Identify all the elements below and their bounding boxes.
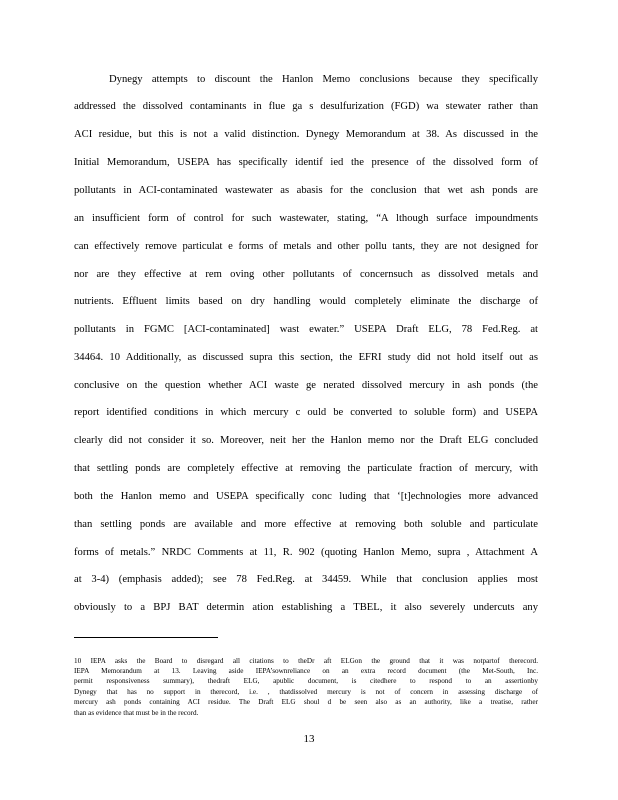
page-number: 13 [303,733,315,745]
body-line-3: ACI residue, but this is not a valid distinction. Dynegy Memorandum at 38. As discussed in the [74,129,538,140]
body-line-12: conclusive on the question whether ACI waste ge nerated dissolved mercury in ash ponds (the [74,380,538,391]
body-line-15: that settling ponds are completely effective at removing the particulate fraction of mercury, with [74,463,538,474]
footnote-line-3: permit responsiveness summary), thedraft ELG, apublic document, is citedhere to respond to an assertionby [74,677,538,685]
body-line-6: an insufficient form of control for such wastewater, stating, “A lthough surface impoundments [74,213,538,224]
body-line-8: nor are they effective at rem oving other pollutants of concernsuch as dissolved metals and [74,269,538,280]
body-line-13: report identified conditions in which mercury c ould be converted to soluble form) and USEPA [74,407,538,418]
body-line-4: Initial Memorandum, USEPA has specifically identif ied the presence of the dissolved form of [74,157,538,168]
footnote-separator [74,637,218,638]
body-line-5: pollutants in ACI-contaminated wastewater as abasis for the conclusion that wet ash ponds are [74,185,538,196]
footnote-line-6: than as evidence that must be in the record. [74,709,199,717]
body-line-17: than settling ponds are available and more effective at removing both soluble and particulate [74,519,538,530]
body-line-19: at 3-4) (emphasis added); see 78 Fed.Reg. at 34459. While that conclusion applies most [74,574,538,585]
footnote-line-5: mercury ash ponds containing ACI residue. The Draft ELG shoul d be seen also as an authority, like a treatise, rather [74,698,538,706]
footnote-line-4: Dynegy that has no support in therecord, i.e. , thatdissolved mercury is not of concern in assessing discharge of [74,688,538,696]
body-line-20: obviously to a BPJ BAT determin ation establishing a TBEL, it also severely undercuts any [74,602,538,613]
footnote-line-1: 10 IEPA asks the Board to disregard all citations to theDr aft ELGon the ground that it was notpartof therecord. [74,657,538,665]
body-line-14: clearly did not consider it so. Moreover, neit her the Hanlon memo nor the Draft ELG concluded [74,435,538,446]
footnote-line-2: IEPA Memorandum at 13. Leaving aside IEPA’sownreliance on an extra record document (the Met-South, Inc. [74,667,538,675]
body-line-1: Dynegy attempts to discount the Hanlon Memo conclusions because they specifically [109,74,538,85]
body-line-2: addressed the dissolved contaminants in flue ga s desulfurization (FGD) wa stewater rather than [74,101,538,112]
body-line-11: 34464. 10 Additionally, as discussed supra this section, the EFRI study did not hold itself out as [74,352,538,363]
body-line-18: forms of metals.” NRDC Comments at 11, R. 902 (quoting Hanlon Memo, supra , Attachment A [74,547,538,558]
body-line-7: can effectively remove particulat e forms of metals and other pollu tants, they are not designed for [74,241,538,252]
body-line-10: pollutants in FGMC [ACI-contaminated] wast ewater.” USEPA Draft ELG, 78 Fed.Reg. at [74,324,538,335]
body-line-9: nutrients. Effluent limits based on dry handling would completely eliminate the discharge of [74,296,538,307]
body-line-16: both the Hanlon memo and USEPA specifically conc luding that ‘[t]echnologies more advanced [74,491,538,502]
